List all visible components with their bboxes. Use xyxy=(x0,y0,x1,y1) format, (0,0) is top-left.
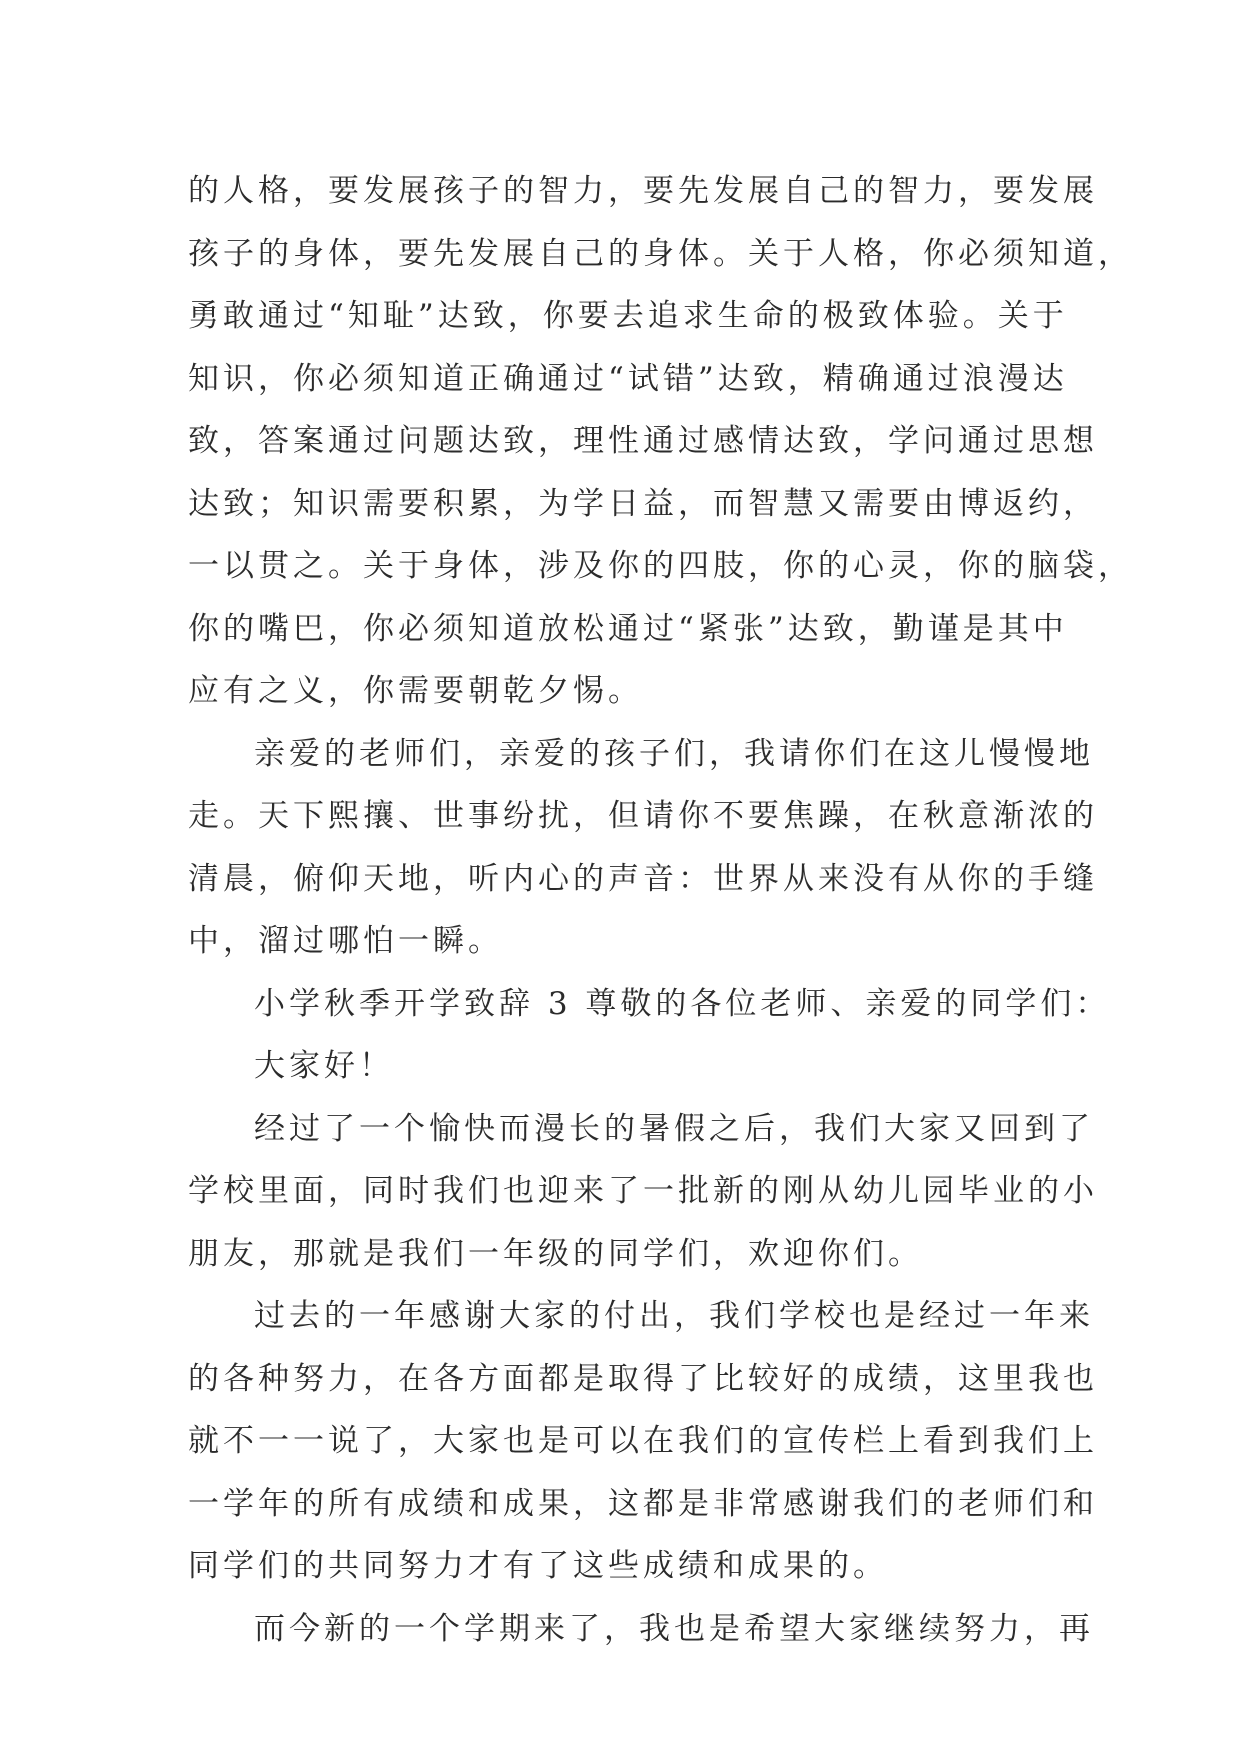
body-text xyxy=(188,160,1133,1660)
text-line: 的人格，要发展孩子的智力，要先发展自己的智力，要发展 xyxy=(188,173,1098,209)
text-line: 知识，你必须知道正确通过“试错”达致，精确通过浪漫达 xyxy=(188,360,1068,397)
text-line: 走。天下熙攘、世事纷扰，但请你不要焦躁，在秋意渐浓的 xyxy=(188,798,1098,834)
text-line: 过去的一年感谢大家的付出，我们学校也是经过一年来 xyxy=(254,1298,1094,1334)
text-line: 学校里面，同时我们也迎来了一批新的刚从幼儿园毕业的小 xyxy=(188,1173,1098,1209)
text-line: 经过了一个愉快而漫长的暑假之后，我们大家又回到了 xyxy=(254,1110,1094,1147)
text-line: 清晨，俯仰天地，听内心的声音：世界从来没有从你的手缝 xyxy=(188,860,1098,897)
text-line: 亲爱的老师们，亲爱的孩子们，我请你们在这儿慢慢地 xyxy=(254,735,1094,772)
text-line: 同学们的共同努力才有了这些成绩和成果的。 xyxy=(188,1548,888,1584)
text-line: 小学秋季开学致辞 3 尊敬的各位老师、亲爱的同学们： xyxy=(254,985,1111,1022)
text-line: 达致；知识需要积累，为学日益，而智慧又需要由博返约， xyxy=(188,485,1098,522)
text-line: 就不一一说了，大家也是可以在我们的宣传栏上看到我们上 xyxy=(188,1423,1098,1459)
text-line: 一学年的所有成绩和成果，这都是非常感谢我们的老师们和 xyxy=(188,1485,1098,1522)
text-line: 的各种努力，在各方面都是取得了比较好的成绩，这里我也 xyxy=(188,1360,1098,1397)
text-line: 一以贯之。关于身体，涉及你的四肢，你的心灵，你的脑袋， xyxy=(188,548,1133,584)
text-line: 孩子的身体，要先发展自己的身体。关于人格，你必须知道， xyxy=(188,235,1133,272)
text-line: 勇敢通过“知耻”达致，你要去追求生命的极致体验。关于 xyxy=(188,298,1068,334)
text-line: 而今新的一个学期来了，我也是希望大家继续努力，再 xyxy=(254,1610,1094,1647)
text-line: 大家好！ xyxy=(254,1048,394,1084)
text-line: 你的嘴巴，你必须知道放松通过“紧张”达致，勤谨是其中 xyxy=(188,610,1068,647)
text-line: 朋友，那就是我们一年级的同学们，欢迎你们。 xyxy=(188,1235,923,1272)
text-line: 应有之义，你需要朝乾夕惕。 xyxy=(188,673,643,709)
text-line: 致，答案通过问题达致，理性通过感情达致，学问通过思想 xyxy=(188,423,1098,459)
text-line: 中，溜过哪怕一瞬。 xyxy=(188,923,503,959)
